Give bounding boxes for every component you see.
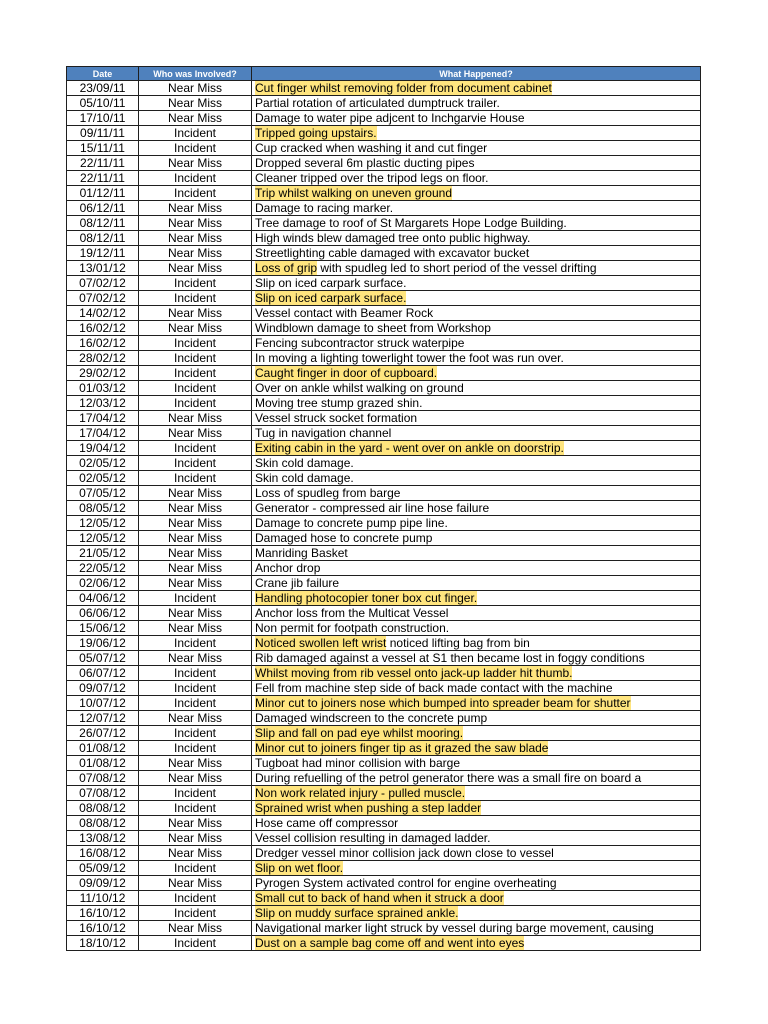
cell-date[interactable]: 06/06/12 <box>67 606 139 621</box>
table-row <box>67 516 701 531</box>
table-row <box>67 471 701 486</box>
cell-date[interactable]: 01/03/12 <box>67 381 139 396</box>
cell-who[interactable]: Incident <box>139 936 252 951</box>
cell-what[interactable] <box>252 621 701 636</box>
cell-who[interactable]: Near Miss <box>139 771 252 786</box>
cell-what[interactable] <box>252 906 701 921</box>
cell-who[interactable]: Near Miss <box>139 561 252 576</box>
table-row <box>67 216 701 231</box>
description-text: Damage to water pipe adjcent to Inchgarvie House <box>255 110 525 125</box>
cell-date[interactable]: 11/10/12 <box>67 891 139 906</box>
cell-date[interactable]: 01/08/12 <box>67 756 139 771</box>
cell-what[interactable] <box>252 606 701 621</box>
highlighted-text: Noticed swollen left wrist <box>255 635 387 650</box>
cell-date[interactable]: 26/07/12 <box>67 726 139 741</box>
table-row <box>67 696 701 711</box>
cell-who[interactable]: Incident <box>139 861 252 876</box>
cell-who[interactable]: Near Miss <box>139 831 252 846</box>
highlighted-text: Slip on iced carpark surface. <box>255 290 407 305</box>
table-row <box>67 666 701 681</box>
table-row <box>67 231 701 246</box>
table-row <box>67 321 701 336</box>
description-text: Crane jib failure <box>255 575 340 590</box>
cell-who[interactable]: Near Miss <box>139 246 252 261</box>
cell-who[interactable]: Near Miss <box>139 411 252 426</box>
table-row <box>67 171 701 186</box>
table-row <box>67 366 701 381</box>
cell-who[interactable]: Near Miss <box>139 501 252 516</box>
description-text: Damaged hose to concrete pump <box>255 530 433 545</box>
description-text: Tugboat had minor collision with barge <box>255 755 461 770</box>
table-row <box>67 126 701 141</box>
cell-what[interactable] <box>252 201 701 216</box>
description-text: Damage to concrete pump pipe line. <box>255 515 448 530</box>
description-text: Tree damage to roof of St Margarets Hope Lodge Building. <box>255 215 567 230</box>
table-row <box>67 726 701 741</box>
cell-what[interactable] <box>252 486 701 501</box>
cell-who[interactable]: Near Miss <box>139 846 252 861</box>
cell-what[interactable] <box>252 246 701 261</box>
cell-what[interactable] <box>252 426 701 441</box>
cell-who[interactable]: Incident <box>139 366 252 381</box>
cell-date[interactable]: 07/08/12 <box>67 786 139 801</box>
cell-who[interactable]: Near Miss <box>139 516 252 531</box>
table-row <box>67 336 701 351</box>
cell-what[interactable] <box>252 876 701 891</box>
table-row <box>67 816 701 831</box>
cell-who[interactable]: Near Miss <box>139 531 252 546</box>
cell-what[interactable] <box>252 561 701 576</box>
cell-date[interactable]: 13/08/12 <box>67 831 139 846</box>
cell-date[interactable]: 29/02/12 <box>67 366 139 381</box>
cell-what[interactable] <box>252 396 701 411</box>
cell-what[interactable] <box>252 261 701 276</box>
description-text: High winds blew damaged tree onto public highway. <box>255 230 531 245</box>
cell-who[interactable]: Incident <box>139 291 252 306</box>
table-row <box>67 441 701 456</box>
cell-date[interactable]: 05/10/11 <box>67 96 139 111</box>
cell-who[interactable]: Near Miss <box>139 96 252 111</box>
cell-date[interactable]: 08/12/11 <box>67 216 139 231</box>
cell-who[interactable]: Near Miss <box>139 621 252 636</box>
cell-date[interactable]: 28/02/12 <box>67 351 139 366</box>
cell-who[interactable]: Incident <box>139 336 252 351</box>
cell-date[interactable]: 23/09/11 <box>67 81 139 96</box>
description-text: Damaged windscreen to the concrete pump <box>255 710 488 725</box>
cell-date[interactable]: 22/11/11 <box>67 156 139 171</box>
highlighted-text: Slip and fall on pad eye whilst mooring. <box>255 725 464 740</box>
table-row <box>67 636 701 651</box>
highlighted-text: Exiting cabin in the yard - went over on ankle on doorstrip. <box>255 440 564 455</box>
description-text: Vessel struck socket formation <box>255 410 418 425</box>
cell-date[interactable]: 19/06/12 <box>67 636 139 651</box>
description-text: Over on ankle whilst walking on ground <box>255 380 464 395</box>
cell-date[interactable]: 12/07/12 <box>67 711 139 726</box>
description-text: Hose came off compressor <box>255 815 399 830</box>
cell-what[interactable] <box>252 231 701 246</box>
cell-what[interactable] <box>252 756 701 771</box>
cell-date[interactable]: 04/06/12 <box>67 591 139 606</box>
cell-what[interactable] <box>252 501 701 516</box>
highlighted-text: Trip whilst walking on uneven ground <box>255 185 452 200</box>
description-text: During refuelling of the petrol generator there was a small fire on board a <box>255 770 642 785</box>
table-row <box>67 396 701 411</box>
cell-what[interactable] <box>252 531 701 546</box>
highlighted-text: Caught finger in door of cupboard. <box>255 365 438 380</box>
cell-date[interactable]: 08/08/12 <box>67 816 139 831</box>
cell-date[interactable]: 09/11/11 <box>67 126 139 141</box>
cell-what[interactable] <box>252 516 701 531</box>
description-text: Rib damaged against a vessel at S1 then became lost in foggy conditions <box>255 650 645 665</box>
cell-who[interactable]: Near Miss <box>139 216 252 231</box>
cell-who[interactable]: Incident <box>139 741 252 756</box>
cell-who[interactable]: Incident <box>139 171 252 186</box>
cell-what[interactable] <box>252 306 701 321</box>
cell-date[interactable]: 17/04/12 <box>67 426 139 441</box>
table-row <box>67 606 701 621</box>
cell-date[interactable]: 05/07/12 <box>67 651 139 666</box>
cell-who[interactable]: Near Miss <box>139 711 252 726</box>
cell-date[interactable]: 09/07/12 <box>67 681 139 696</box>
table-row <box>67 291 701 306</box>
table-row <box>67 756 701 771</box>
description-text: Manriding Basket <box>255 545 348 560</box>
cell-who[interactable]: Near Miss <box>139 201 252 216</box>
cell-date[interactable]: 17/04/12 <box>67 411 139 426</box>
table-row <box>67 531 701 546</box>
cell-what[interactable] <box>252 291 701 306</box>
highlighted-text: Minor cut to joiners finger tip as it grazed the saw blade <box>255 740 549 755</box>
description-text: Slip on iced carpark surface. <box>255 275 407 290</box>
highlighted-text: Sprained wrist when pushing a step ladder <box>255 800 482 815</box>
table-row <box>67 426 701 441</box>
cell-date[interactable]: 17/10/11 <box>67 111 139 126</box>
table-row <box>67 801 701 816</box>
description-text: noticed lifting bag from bin <box>386 635 530 650</box>
cell-date[interactable]: 12/05/12 <box>67 516 139 531</box>
description-text: Pyrogen System activated control for engine overheating <box>255 875 557 890</box>
table-row <box>67 111 701 126</box>
description-text: Dropped several 6m plastic ducting pipes <box>255 155 475 170</box>
table-row <box>67 906 701 921</box>
cell-who[interactable]: Incident <box>139 396 252 411</box>
table-row <box>67 621 701 636</box>
cell-what[interactable] <box>252 741 701 756</box>
cell-who[interactable]: Near Miss <box>139 606 252 621</box>
table-row <box>67 276 701 291</box>
cell-date[interactable]: 12/03/12 <box>67 396 139 411</box>
cell-who[interactable]: Incident <box>139 696 252 711</box>
cell-date[interactable]: 16/02/12 <box>67 336 139 351</box>
table-row <box>67 831 701 846</box>
table-header <box>67 67 701 81</box>
cell-who[interactable]: Incident <box>139 351 252 366</box>
highlighted-text: Slip on muddy surface sprained ankle. <box>255 905 459 920</box>
table-row <box>67 846 701 861</box>
cell-what[interactable] <box>252 651 701 666</box>
highlighted-text: Whilst moving from rib vessel onto jack-up ladder hit thumb. <box>255 665 573 680</box>
cell-what[interactable] <box>252 681 701 696</box>
cell-who[interactable]: Incident <box>139 786 252 801</box>
description-text: with spudleg led to short period of the vessel drifting <box>317 260 597 275</box>
cell-who[interactable]: Near Miss <box>139 756 252 771</box>
table-row <box>67 771 701 786</box>
highlighted-text: Minor cut to joiners nose which bumped into spreader beam for shutter <box>255 695 631 710</box>
cell-date[interactable]: 16/10/12 <box>67 906 139 921</box>
description-text: Damage to racing marker. <box>255 200 394 215</box>
cell-who[interactable]: Incident <box>139 666 252 681</box>
cell-what[interactable] <box>252 336 701 351</box>
cell-what[interactable] <box>252 831 701 846</box>
table-row <box>67 591 701 606</box>
description-text: Streetlighting cable damaged with excavator bucket <box>255 245 530 260</box>
column-header-what[interactable]: What Happened? <box>252 67 701 81</box>
cell-who[interactable]: Incident <box>139 141 252 156</box>
table-body <box>67 81 701 951</box>
table-row <box>67 246 701 261</box>
description-text: Cleaner tripped over the tripod legs on floor. <box>255 170 489 185</box>
cell-date[interactable]: 02/05/12 <box>67 471 139 486</box>
table-row <box>67 486 701 501</box>
table-row <box>67 921 701 936</box>
cell-what[interactable] <box>252 591 701 606</box>
highlighted-text: Handling photocopier toner box cut finger. <box>255 590 478 605</box>
cell-what[interactable] <box>252 576 701 591</box>
cell-date[interactable]: 19/04/12 <box>67 441 139 456</box>
description-text: Vessel contact with Beamer Rock <box>255 305 434 320</box>
cell-what[interactable] <box>252 891 701 906</box>
cell-who[interactable]: Near Miss <box>139 576 252 591</box>
cell-date[interactable]: 07/02/12 <box>67 276 139 291</box>
cell-who[interactable]: Near Miss <box>139 321 252 336</box>
table-row <box>67 546 701 561</box>
highlighted-text: Loss of grip <box>255 260 318 275</box>
cell-what[interactable] <box>252 171 701 186</box>
table-row <box>67 81 701 96</box>
table-row <box>67 681 701 696</box>
cell-date[interactable]: 10/07/12 <box>67 696 139 711</box>
cell-date[interactable]: 07/08/12 <box>67 771 139 786</box>
description-text: Skin cold damage. <box>255 470 354 485</box>
description-text: Anchor drop <box>255 560 321 575</box>
cell-what[interactable] <box>252 441 701 456</box>
cell-date[interactable]: 02/05/12 <box>67 456 139 471</box>
cell-date[interactable]: 09/09/12 <box>67 876 139 891</box>
cell-date[interactable]: 18/10/12 <box>67 936 139 951</box>
description-text: In moving a lighting towerlight tower the foot was run over. <box>255 350 564 365</box>
cell-who[interactable]: Near Miss <box>139 876 252 891</box>
cell-date[interactable]: 02/06/12 <box>67 576 139 591</box>
cell-date[interactable]: 16/10/12 <box>67 921 139 936</box>
table-row <box>67 876 701 891</box>
cell-what[interactable] <box>252 81 701 96</box>
cell-who[interactable]: Incident <box>139 891 252 906</box>
cell-what[interactable] <box>252 186 701 201</box>
table-row <box>67 501 701 516</box>
cell-who[interactable]: Near Miss <box>139 651 252 666</box>
cell-date[interactable]: 15/11/11 <box>67 141 139 156</box>
description-text: Cup cracked when washing it and cut finger <box>255 140 488 155</box>
description-text: Tug in navigation channel <box>255 425 392 440</box>
cell-what[interactable] <box>252 141 701 156</box>
table-row <box>67 891 701 906</box>
cell-who[interactable]: Incident <box>139 381 252 396</box>
table-row <box>67 306 701 321</box>
cell-what[interactable] <box>252 666 701 681</box>
cell-who[interactable]: Incident <box>139 126 252 141</box>
cell-who[interactable]: Near Miss <box>139 816 252 831</box>
cell-date[interactable]: 21/05/12 <box>67 546 139 561</box>
cell-what[interactable] <box>252 861 701 876</box>
description-text: Moving tree stump grazed shin. <box>255 395 423 410</box>
highlighted-text: Cut finger whilst removing folder from document cabinet <box>255 80 552 95</box>
cell-date[interactable]: 14/02/12 <box>67 306 139 321</box>
cell-who[interactable]: Incident <box>139 681 252 696</box>
header-row <box>67 67 701 81</box>
table-row <box>67 156 701 171</box>
cell-who[interactable]: Incident <box>139 636 252 651</box>
cell-who[interactable]: Incident <box>139 276 252 291</box>
cell-what[interactable] <box>252 351 701 366</box>
cell-date[interactable]: 08/08/12 <box>67 801 139 816</box>
cell-what[interactable] <box>252 456 701 471</box>
cell-who[interactable]: Near Miss <box>139 231 252 246</box>
description-text: Partial rotation of articulated dumptruck trailer. <box>255 95 500 110</box>
table-row <box>67 351 701 366</box>
cell-what[interactable] <box>252 801 701 816</box>
table-row <box>67 711 701 726</box>
cell-who[interactable]: Near Miss <box>139 261 252 276</box>
cell-who[interactable]: Incident <box>139 471 252 486</box>
description-text: Vessel collision resulting in damaged ladder. <box>255 830 491 845</box>
table-row <box>67 561 701 576</box>
cell-what[interactable] <box>252 381 701 396</box>
cell-what[interactable] <box>252 411 701 426</box>
highlighted-text: Tripped going upstairs. <box>255 125 377 140</box>
cell-date[interactable]: 15/06/12 <box>67 621 139 636</box>
cell-who[interactable]: Near Miss <box>139 81 252 96</box>
cell-date[interactable]: 01/12/11 <box>67 186 139 201</box>
cell-date[interactable]: 22/05/12 <box>67 561 139 576</box>
table-row <box>67 576 701 591</box>
column-header-date[interactable]: Date <box>67 67 139 81</box>
cell-what[interactable] <box>252 156 701 171</box>
description-text: Generator - compressed air line hose failure <box>255 500 490 515</box>
cell-what[interactable] <box>252 636 701 651</box>
highlighted-text: Dust on a sample bag come off and went into eyes <box>255 935 525 950</box>
cell-what[interactable] <box>252 771 701 786</box>
cell-what[interactable] <box>252 471 701 486</box>
cell-who[interactable]: Incident <box>139 186 252 201</box>
cell-date[interactable]: 16/02/12 <box>67 321 139 336</box>
cell-what[interactable] <box>252 126 701 141</box>
cell-who[interactable]: Incident <box>139 441 252 456</box>
cell-date[interactable]: 16/08/12 <box>67 846 139 861</box>
cell-what[interactable] <box>252 96 701 111</box>
cell-what[interactable] <box>252 546 701 561</box>
table-row <box>67 411 701 426</box>
cell-what[interactable] <box>252 921 701 936</box>
table-row <box>67 741 701 756</box>
cell-date[interactable]: 06/12/11 <box>67 201 139 216</box>
table-row <box>67 861 701 876</box>
description-text: Fencing subcontractor struck waterpipe <box>255 335 465 350</box>
cell-what[interactable] <box>252 111 701 126</box>
cell-who[interactable]: Near Miss <box>139 546 252 561</box>
table-row <box>67 141 701 156</box>
cell-date[interactable]: 01/08/12 <box>67 741 139 756</box>
table-row <box>67 201 701 216</box>
highlighted-text: Small cut to back of hand when it struck a door <box>255 890 504 905</box>
cell-who[interactable]: Near Miss <box>139 306 252 321</box>
cell-date[interactable]: 08/05/12 <box>67 501 139 516</box>
table-row <box>67 936 701 951</box>
cell-who[interactable]: Near Miss <box>139 486 252 501</box>
cell-who[interactable]: Incident <box>139 591 252 606</box>
cell-who[interactable]: Incident <box>139 726 252 741</box>
table-row <box>67 786 701 801</box>
description-text: Anchor loss from the Multicat Vessel <box>255 605 449 620</box>
description-text: Fell from machine step side of back made contact with the machine <box>255 680 613 695</box>
cell-what[interactable] <box>252 711 701 726</box>
table-row <box>67 651 701 666</box>
description-text: Navigational marker light struck by vessel during barge movement, causing <box>255 920 654 935</box>
cell-date[interactable]: 06/07/12 <box>67 666 139 681</box>
table-row <box>67 186 701 201</box>
cell-who[interactable]: Incident <box>139 801 252 816</box>
cell-what[interactable] <box>252 366 701 381</box>
cell-who[interactable]: Incident <box>139 456 252 471</box>
cell-what[interactable] <box>252 216 701 231</box>
cell-who[interactable]: Incident <box>139 906 252 921</box>
incident-log-table <box>66 66 701 951</box>
highlighted-text: Non work related injury - pulled muscle. <box>255 785 466 800</box>
cell-who[interactable]: Near Miss <box>139 156 252 171</box>
cell-what[interactable] <box>252 846 701 861</box>
cell-date[interactable]: 07/02/12 <box>67 291 139 306</box>
cell-who[interactable]: Near Miss <box>139 921 252 936</box>
cell-date[interactable]: 19/12/11 <box>67 246 139 261</box>
cell-date[interactable]: 22/11/11 <box>67 171 139 186</box>
cell-date[interactable]: 07/05/12 <box>67 486 139 501</box>
cell-what[interactable] <box>252 936 701 951</box>
cell-date[interactable]: 12/05/12 <box>67 531 139 546</box>
table-row <box>67 261 701 276</box>
table-row <box>67 456 701 471</box>
cell-what[interactable] <box>252 786 701 801</box>
table-row <box>67 96 701 111</box>
cell-date[interactable]: 08/12/11 <box>67 231 139 246</box>
description-text: Loss of spudleg from barge <box>255 485 401 500</box>
cell-what[interactable] <box>252 726 701 741</box>
table-row <box>67 381 701 396</box>
highlighted-text: Slip on wet floor. <box>255 860 344 875</box>
description-text: Skin cold damage. <box>255 455 354 470</box>
cell-what[interactable] <box>252 321 701 336</box>
description-text: Dredger vessel minor collision jack down close to vessel <box>255 845 554 860</box>
cell-who[interactable]: Near Miss <box>139 111 252 126</box>
cell-what[interactable] <box>252 276 701 291</box>
cell-date[interactable]: 13/01/12 <box>67 261 139 276</box>
cell-who[interactable]: Near Miss <box>139 426 252 441</box>
cell-what[interactable] <box>252 696 701 711</box>
cell-date[interactable]: 05/09/12 <box>67 861 139 876</box>
cell-what[interactable] <box>252 816 701 831</box>
description-text: Non permit for footpath construction. <box>255 620 450 635</box>
description-text: Windblown damage to sheet from Workshop <box>255 320 491 335</box>
column-header-who[interactable]: Who was Involved? <box>139 67 252 81</box>
